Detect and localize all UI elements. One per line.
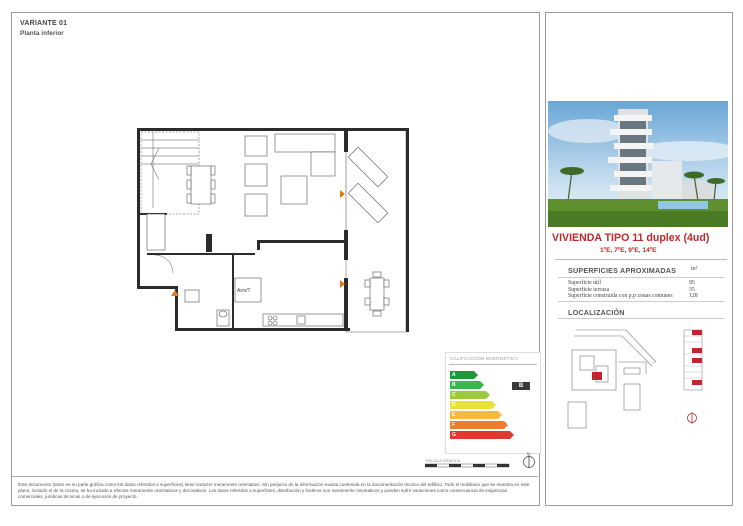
disclaimer-divider: [12, 476, 538, 477]
area-row-label: Superficie terraza: [568, 286, 610, 293]
building-rendering: [548, 101, 728, 227]
location-heading: LOCALIZACIÓN: [568, 308, 625, 317]
area-row-value: 95: [689, 280, 695, 286]
areas-heading: SUPERFICIES APROXIMADAS: [568, 266, 677, 275]
kitchen: [263, 314, 343, 326]
area-row-value: 128: [689, 293, 698, 299]
energy-bar-e: E: [450, 411, 498, 419]
floor-indicator: [684, 330, 702, 390]
energy-bar-b: B: [450, 381, 480, 389]
location-map: [556, 322, 726, 432]
energy-rating: B: [518, 383, 524, 389]
energy-bar-c: C: [450, 391, 486, 399]
area-row-label: Superficie construida con p.p zonas comunes: [568, 293, 673, 299]
energy-rating-badge: [512, 382, 530, 390]
energy-label: [445, 352, 541, 454]
energy-bar-f: F: [450, 421, 504, 429]
dwelling-title: VIVIENDA TIPO 11 duplex (4ud): [552, 232, 710, 244]
room-label: Arm/T: [237, 288, 251, 294]
energy-bar-a: A: [450, 371, 474, 379]
north-arrow-icon: [522, 452, 536, 470]
plan-level: Planta inferior: [20, 30, 64, 37]
area-row-label: Superficie útil: [568, 280, 602, 286]
energy-bar-g: G: [450, 431, 510, 439]
area-row-value: 35: [689, 286, 695, 293]
areas-unit: m²: [691, 266, 698, 272]
plan-variant: VARIANTE 01: [20, 20, 68, 27]
bathroom: [185, 290, 229, 326]
dwelling-floors: 1ºE, 7ºE, 9ºE, 14ºE: [600, 247, 657, 254]
svg-text:N: N: [527, 452, 530, 456]
energy-bar-d: D: [450, 401, 492, 409]
svg-text:—: —: [652, 360, 656, 364]
graphic-scale: [425, 463, 511, 469]
floor-plan: [125, 118, 420, 340]
dining-set: [187, 166, 215, 204]
energy-title: CALIFICACIÓN ENERGÉTICA: [450, 356, 518, 361]
living-furniture: [245, 134, 335, 216]
disclaimer-text: Este documento (tanto en su parte gráfica como los datos referidos a superficies) tiene carácter meramente orientativo. Sin perjuicio de la información exacta contenida en la documentación técnica del edificio. Todo el mobiliario que se muestra en este plano, incluido el de la cocina, se ha incluido a efectos meramente orientativos y decorativos. Los datos referidos a superficies, distribución y linderos son meramente orientativos y pueden sufrir variaciones como consecuencia de exigencias comerciales, jurídicas técnicas o de ejecución de proyecto.: [18, 482, 530, 499]
scale-label: ESCALA GRÁFICA: [426, 458, 461, 463]
